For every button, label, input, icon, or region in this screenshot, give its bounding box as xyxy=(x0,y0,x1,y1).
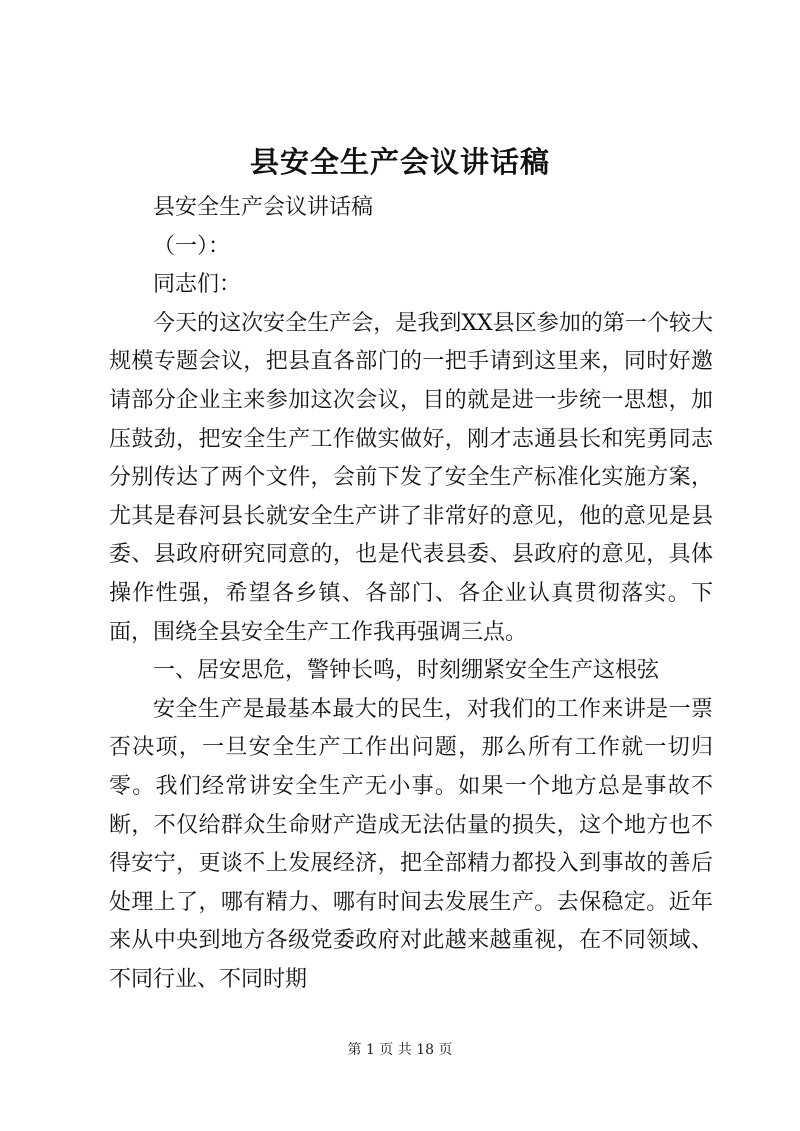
paragraph-safety-production: 安全生产是最基本最大的民生，对我们的工作来讲是一票否决项，一旦安全生产工作出问题，那么所有工作就一切归零。我们经常讲安全生产无小事。如果一个地方总是事故不断，不仅给群众生命财产造成无法估量的损失，这个地方也不得安宁，更谈不上发展经济，把全部精力都投入到事故的善后处理上了，哪有精力、哪有时间去发展生产。去保稳定。近年来从中央到地方各级党委政府对此越来越重视，在不同领域、不同行业、不同时期 xyxy=(109,696,713,992)
paragraph-introduction: 今天的这次安全生产会，是我到XX县区参加的第一个较大规模专题会议，把县直各部门的一把手请到这里来，同时好邀请部分企业主来参加这次会议，目的就是进一步统一思想，加压鼓劲，把安全生产工作做实做好，刚才志通县长和宪勇同志分别传达了两个文件，会前下发了安全生产标准化实施方案，尤其是春河县长就安全生产讲了非常好的意见，他的意见是县委、县政府研究同意的，也是代表县委、县政府的意见，具体操作性强，希望各乡镇、各部门、各企业认真贯彻落实。下面，围绕全县安全生产工作我再强调三点。 xyxy=(109,310,713,645)
document-body xyxy=(109,189,713,999)
paragraph-section-number: （一）： xyxy=(153,233,231,259)
document-title: 县安全生产会议讲话稿 xyxy=(249,145,550,179)
paragraph-subtitle: 县安全生产会议讲话稿 xyxy=(153,195,374,220)
page-footer: 第 1 页 共 18 页 xyxy=(347,1042,453,1058)
paragraph-heading-one: 一、居安思危，警钟长鸣，时刻绷紧安全生产这根弦 xyxy=(153,658,660,684)
paragraph-salutation: 同志们： xyxy=(153,272,242,298)
